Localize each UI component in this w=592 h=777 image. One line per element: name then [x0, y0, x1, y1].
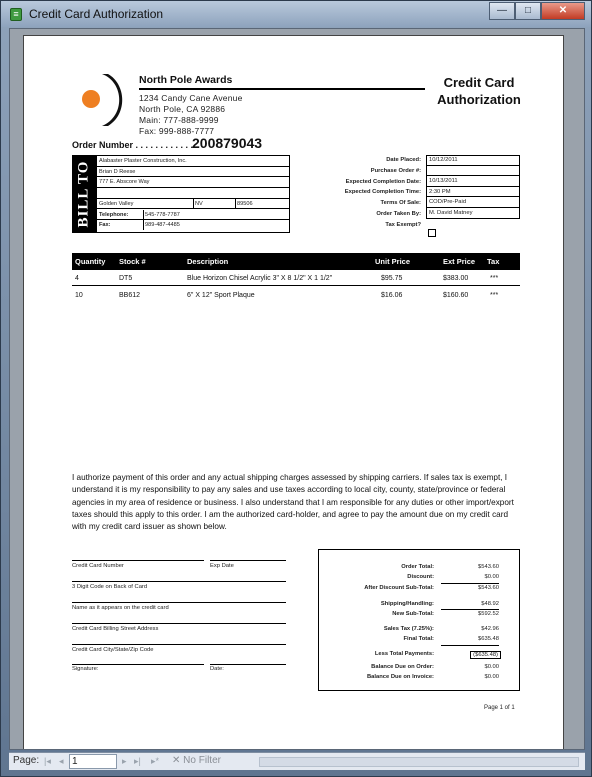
col-description: Description — [187, 257, 229, 266]
discount-value: $0.00 — [484, 574, 499, 580]
first-page-button[interactable]: |◂ — [44, 756, 51, 766]
purchase-order-label: Purchase Order #: — [370, 168, 421, 174]
order-total-label: Order Total: — [401, 564, 434, 570]
items-table-header — [72, 253, 520, 270]
after-discount-label: After Discount Sub-Total: — [364, 585, 434, 591]
close-button[interactable]: ✕ — [541, 2, 585, 20]
item-unit-price: $95.75 — [381, 275, 403, 282]
logo-arc-icon — [102, 74, 122, 126]
card-number-label: Credit Card Number — [72, 563, 124, 569]
previous-page-button[interactable]: ◂ — [59, 756, 64, 766]
date-label: Date: — [210, 666, 224, 672]
order-number: 200879043 — [192, 135, 263, 151]
authorization-text: I authorize payment of this order and any actual shipping charges assessed by shipping carriers. If sales tax is exempt, I understand it is my responsibility to pay any sales and use taxes according to local city, county, state/province or federal agencies in my area of residence or business. I also understand that I am responsible for any duties or other import/export taxes should this apply to this order. I am the authorized card-holder, and agree to pay the amount due on my credit card with my credit card issuer as shown below. — [72, 473, 514, 532]
tax-exempt-checkbox — [428, 229, 436, 237]
balance-order-value: $0.00 — [484, 664, 499, 670]
item-stock: DT5 — [119, 275, 133, 282]
bill-to-line4 — [97, 188, 289, 199]
item-row — [72, 289, 520, 303]
document-title-line1: Credit Card — [443, 75, 515, 90]
final-total-label: Final Total: — [403, 636, 434, 642]
col-unit-price: Unit Price — [375, 257, 411, 266]
tax-exempt-label: Tax Exempt? — [385, 222, 421, 228]
order-total-value: $543.60 — [478, 564, 499, 570]
terms-of-sale-label: Terms Of Sale: — [380, 200, 421, 206]
new-record-button[interactable]: ▸* — [151, 756, 160, 766]
company-main-phone: Main: 777-888-9999 — [139, 115, 219, 125]
maximize-button[interactable]: □ — [515, 2, 541, 20]
item-row — [72, 272, 520, 286]
date-line — [210, 664, 286, 665]
cvv-label: 3 Digit Code on Back of Card — [72, 584, 148, 590]
bill-to-telephone: 545-778-7787 — [145, 211, 180, 218]
bill-to-telephone-label: Telephone: — [99, 211, 129, 218]
total-payments-label: Less Total Payments: — [374, 651, 434, 657]
order-taken-by-value: M. David Matney — [429, 210, 473, 216]
terms-of-sale-value: COD/Pre-Paid — [427, 198, 519, 208]
bill-to-label: BILL TO — [75, 160, 92, 228]
bill-to-phone-row — [97, 210, 289, 221]
balance-invoice-value: $0.00 — [484, 674, 499, 680]
page-label: Page: — [13, 755, 40, 766]
company-address-2: North Pole, CA 92886 — [139, 104, 226, 114]
order-taken-by-label: Order Taken By: — [376, 211, 421, 217]
date-placed-value: 10/12/2011 — [427, 156, 519, 166]
completion-date-value: 10/13/2011 — [427, 177, 519, 187]
item-qty: 10 — [75, 292, 83, 299]
next-page-button[interactable]: ▸ — [122, 756, 127, 766]
bill-to-zip: 89506 — [237, 200, 253, 207]
completion-time-value: 2:30 PM — [427, 188, 519, 198]
header-rule — [139, 88, 425, 90]
completion-time-label: Expected Completion Time: — [344, 189, 421, 195]
report-page — [23, 35, 564, 750]
purchase-order-value — [427, 167, 519, 177]
item-description: Blue Horizon Chisel Acrylic 3" X 8 1/2" X 1 1/2" — [187, 275, 333, 282]
order-info-box — [426, 155, 520, 219]
item-unit-price: $16.06 — [381, 292, 403, 299]
signature-line — [72, 664, 204, 665]
billing-street-label: Credit Card Billing Street Address — [72, 626, 159, 632]
title-bar — [1, 1, 591, 27]
totals-divider — [441, 583, 499, 584]
page-number-input[interactable]: 1 — [69, 754, 117, 769]
no-filter-label: No Filter — [183, 755, 221, 766]
signature-label: Signature: — [72, 666, 99, 672]
bill-to-city-row — [97, 199, 289, 210]
bill-to-city: Golden Valley — [99, 200, 134, 207]
exp-date-line — [210, 560, 286, 561]
totals-divider — [441, 645, 499, 646]
item-tax: *** — [490, 275, 499, 282]
cardholder-name-line — [72, 602, 286, 603]
bill-to-company: Alabaster Plaster Construction, Inc. — [97, 156, 289, 167]
horizontal-scrollbar[interactable] — [259, 757, 579, 767]
balance-invoice-label: Balance Due on Invoice: — [366, 674, 434, 680]
item-tax: *** — [490, 292, 499, 299]
logo-dot-icon — [82, 90, 100, 108]
balance-order-label: Balance Due on Order: — [371, 664, 434, 670]
shipping-label: Shipping/Handling: — [380, 601, 434, 607]
cvv-line — [72, 581, 286, 582]
bill-to-tab — [72, 155, 96, 233]
cardholder-name-label: Name as it appears on the credit card — [72, 605, 169, 611]
report-viewport[interactable] — [9, 28, 585, 750]
item-ext-price: $383.00 — [443, 275, 469, 282]
final-total-value: $635.48 — [478, 636, 499, 642]
report-app-icon: ≡ — [10, 8, 22, 21]
bill-to-street: 777 E. Abscore Way — [97, 177, 289, 188]
item-stock: BB612 — [119, 292, 141, 299]
bill-to-state: NV — [195, 200, 203, 207]
totals-box — [318, 549, 520, 691]
totals-divider — [441, 609, 499, 610]
bill-to-fax-row — [97, 220, 289, 231]
col-stock: Stock # — [119, 257, 146, 266]
col-quantity: Quantity — [75, 257, 106, 266]
item-qty: 4 — [75, 275, 79, 282]
window-controls — [489, 2, 585, 20]
bill-to-contact: Brian D Reese — [97, 167, 289, 178]
completion-date-label: Expected Completion Date: — [345, 179, 421, 185]
discount-label: Discount: — [407, 574, 434, 580]
record-navigation-bar — [9, 752, 585, 770]
billing-city-label: Credit Card City/State/Zip Code — [72, 647, 154, 653]
billing-street-line — [72, 623, 286, 624]
col-ext-price: Ext Price — [443, 257, 476, 266]
bill-to-box — [96, 155, 290, 233]
item-ext-price: $160.60 — [443, 292, 469, 299]
no-filter-button[interactable] — [172, 755, 221, 766]
after-discount-value: $543.60 — [478, 585, 499, 591]
last-page-button[interactable]: ▸| — [134, 756, 141, 766]
document-title-line2: Authorization — [437, 92, 521, 107]
company-name: North Pole Awards — [139, 74, 233, 86]
shipping-value: $48.92 — [481, 601, 499, 607]
company-logo — [80, 72, 130, 128]
window-title: Credit Card Authorization — [29, 7, 164, 21]
new-subtotal-value: $592.52 — [478, 611, 499, 617]
company-fax: Fax: 999-888-7777 — [139, 126, 215, 136]
billing-city-line — [72, 644, 286, 645]
sales-tax-label: Sales Tax (7.25%): — [383, 626, 434, 632]
item-description: 6" X 12" Sport Plaque — [187, 292, 255, 299]
date-placed-label: Date Placed: — [386, 157, 421, 163]
document-title — [419, 74, 539, 108]
page-number: Page 1 of 1 — [484, 705, 515, 711]
filter-icon: ✕ — [172, 755, 181, 766]
minimize-button[interactable]: — — [489, 2, 515, 20]
col-tax: Tax — [487, 257, 500, 266]
new-subtotal-label: New Sub-Total: — [392, 611, 434, 617]
bill-to-fax-label: Fax: — [99, 222, 111, 229]
card-number-line — [72, 560, 204, 561]
bill-to-fax: 989-487-4485 — [145, 222, 180, 229]
total-payments-value: ($635.48) — [470, 651, 501, 659]
exp-date-label: Exp Date — [210, 563, 234, 569]
order-number-label: Order Number . . . . . . . . . . . . . — [72, 140, 199, 150]
sales-tax-value: $42.96 — [481, 626, 499, 632]
company-address-1: 1234 Candy Cane Avenue — [139, 93, 243, 103]
